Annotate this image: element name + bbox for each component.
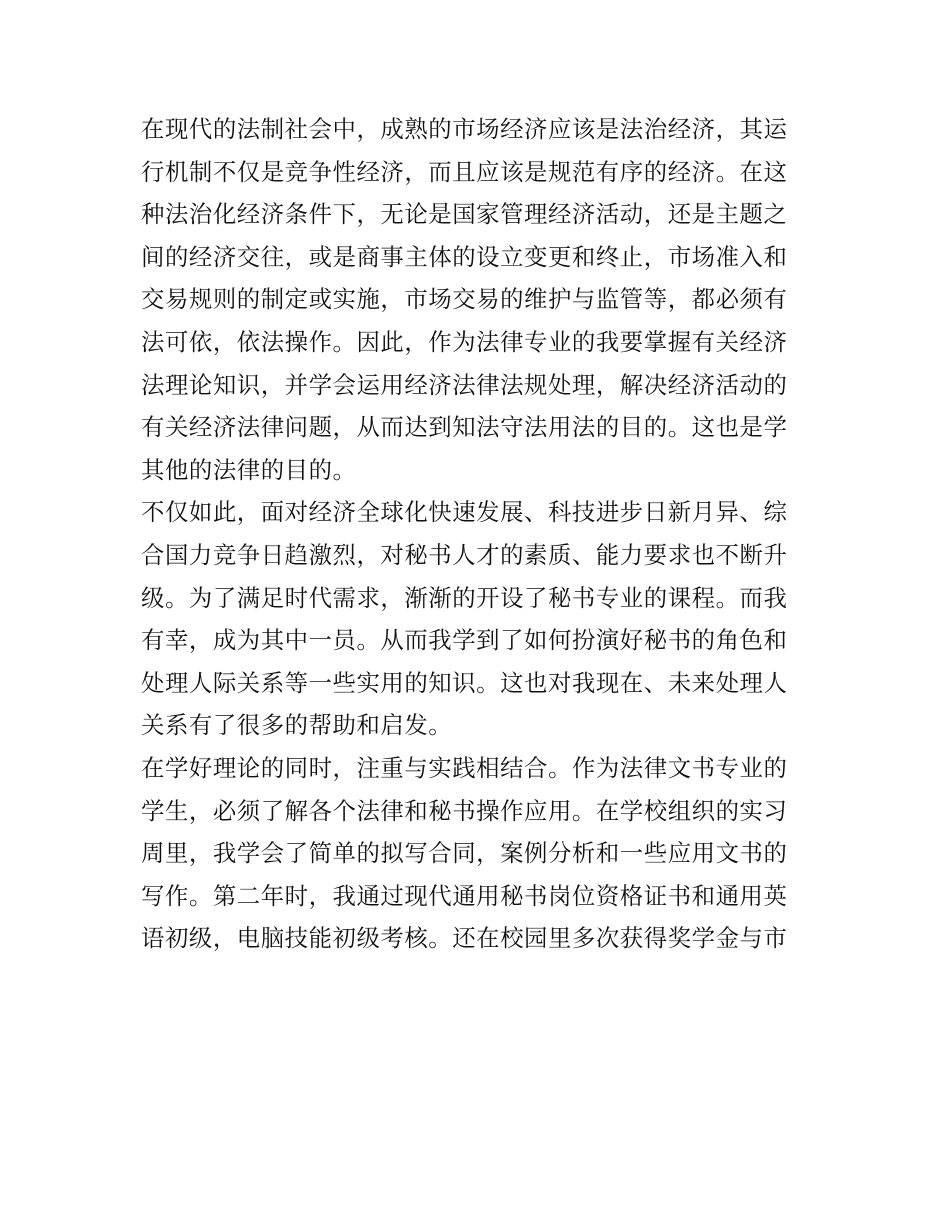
paragraph-secretary-course (141, 491, 813, 747)
text-line: 不仅如此，面对经济全球化快速发展、科技进步日新月异、综 (141, 498, 788, 527)
text-line: 在现代的法制社会中，成熟的市场经济应该是法治经济，其运 (141, 115, 788, 143)
text-line: 法可依，依法操作。因此，作为法律专业的我要掌握有关经济 (141, 327, 788, 356)
text-line: 有关经济法律问题，从而达到知法守法用法的目的。这也是学 (141, 413, 788, 442)
text-line: 间的经济交往，或是商事主体的设立变更和终止，市场准入和 (141, 242, 788, 271)
text-line: 合国力竞争日趋激烈，对秘书人才的素质、能力要求也不断升 (141, 540, 788, 569)
text-line: 法理论知识，并学会运用经济法律法规处理，解决经济活动的 (141, 370, 788, 399)
text-line: 处理人际关系等一些实用的知识。这也对我现在、未来处理人 (141, 668, 788, 697)
text-line: 关系有了很多的帮助和启发。 (141, 711, 453, 740)
document-page (141, 108, 813, 960)
text-line: 行机制不仅是竞争性经济，而且应该是规范有序的经济。在这 (141, 157, 788, 186)
text-line: 学生，必须了解各个法律和秘书操作应用。在学校组织的实习 (141, 796, 788, 825)
text-line: 有幸，成为其中一员。从而我学到了如何扮演好秘书的角色和 (141, 626, 788, 655)
text-line: 语初级，电脑技能初级考核。还在校园里多次获得奖学金与市 (141, 924, 788, 953)
paragraph-theory-practice (141, 747, 813, 960)
text-line: 在学好理论的同时，注重与实践相结合。作为法律文书专业的 (141, 753, 788, 782)
text-line: 级。为了满足时代需求，渐渐的开设了秘书专业的课程。而我 (141, 583, 788, 612)
text-line: 周里，我学会了简单的拟写合同，案例分析和一些应用文书的 (141, 839, 788, 868)
text-line: 种法治化经济条件下，无论是国家管理经济活动，还是主题之 (141, 200, 788, 229)
text-line: 写作。第二年时，我通过现代通用秘书岗位资格证书和通用英 (141, 881, 788, 910)
paragraph-law-economy (141, 108, 813, 491)
text-line: 交易规则的制定或实施，市场交易的维护与监管等，都必须有 (141, 285, 788, 314)
text-line: 其他的法律的目的。 (141, 455, 357, 484)
